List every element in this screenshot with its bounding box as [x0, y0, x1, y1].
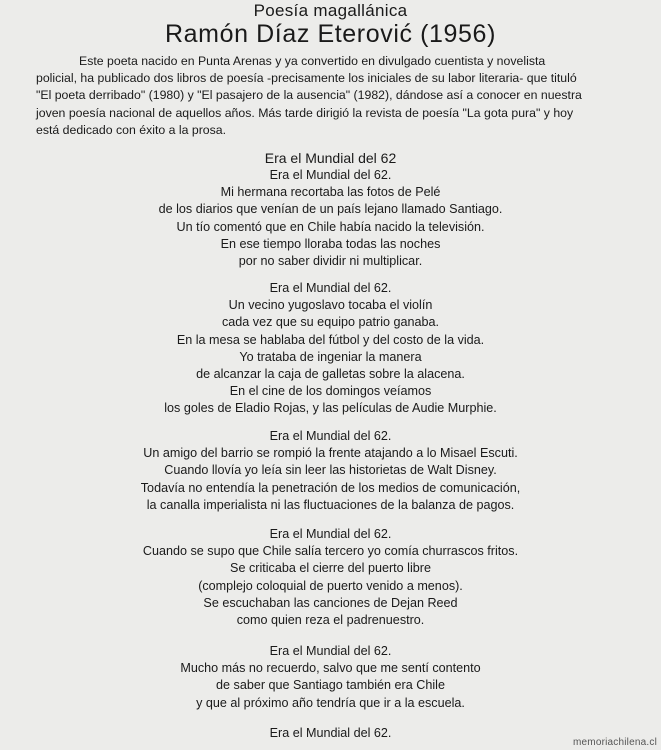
intro-line: Este poeta nacido en Punta Arenas y ya convertido en divulgado cuentista y novelista [79, 54, 546, 68]
poem-line: Todavía no entendía la penetración de los medios de comunicación, [140, 480, 521, 495]
intro-paragraph [36, 53, 634, 139]
poem-line: Un vecino yugoslavo tocaba el violín [228, 298, 433, 313]
poem-line: Yo trataba de ingeniar la manera [239, 349, 422, 364]
poem-stanza [0, 725, 661, 742]
poem-line: En ese tiempo lloraba todas las noches [220, 236, 441, 251]
stanza-heading: Era el Mundial del 62. [269, 281, 392, 295]
intro-line: joven poesía nacional de aquellos años. Más tarde dirigió la revista de poesía "La gota pura" y hoy [36, 105, 574, 120]
stanza-heading: Era el Mundial del 62. [269, 429, 392, 443]
poem-title: Era el Mundial del 62 [264, 150, 397, 166]
poem-stanza [0, 526, 661, 629]
poem-line: de saber que Santiago también era Chile [216, 678, 445, 693]
poem-stanza [0, 280, 661, 418]
poem-line: y que al próximo año tendría que ir a la escuela. [196, 695, 465, 710]
poem-line: Un amigo del barrio se rompió la frente atajando a lo Misael Escuti. [143, 446, 518, 461]
poem-line: de alcanzar la caja de galletas sobre la alacena. [196, 367, 465, 382]
intro-line: policial, ha publicado dos libros de poesía -precisamente los iniciales de su labor literaria- que tituló [36, 71, 577, 86]
stanza-heading: Era el Mundial del 62. [269, 644, 392, 658]
stanza-heading: Era el Mundial del 62. [269, 168, 392, 182]
poem-stanza [0, 428, 661, 514]
poem-line: En la mesa se hablaba del fútbol y del costo de la vida. [176, 332, 485, 347]
poem-line: como quien reza el padrenuestro. [236, 613, 425, 628]
poem-line: Mucho más no recuerdo, salvo que me sentí contento [180, 661, 481, 676]
poem-line: En el cine de los domingos veíamos [229, 384, 432, 399]
source-watermark: memoriachilena.cl [573, 737, 657, 748]
stanza-heading: Era el Mundial del 62. [269, 527, 392, 541]
poem-line: cada vez que su equipo patrio ganaba. [221, 315, 440, 330]
poem-line: Cuando se supo que Chile salía tercero yo comía churrascos fritos. [142, 544, 519, 559]
poem-line: por no saber dividir ni multiplicar. [238, 254, 423, 269]
poem-line: Se criticaba el cierre del puerto libre [230, 561, 431, 576]
poem-line: Se escuchaban las canciones de Dejan Reed [203, 595, 458, 610]
page-title: Ramón Díaz Eterović (1956) [164, 20, 496, 48]
poem-stanza [0, 150, 661, 270]
poem-stanza [0, 643, 661, 712]
poem-line: de los diarios que venían de un país lejano llamado Santiago. [158, 202, 503, 217]
section-kicker: Poesía magallánica [253, 1, 408, 20]
poem-line: (complejo coloquial de puerto venido a menos). [198, 578, 463, 593]
poem-line: los goles de Eladio Rojas, y las películas de Audie Murphie. [164, 401, 497, 416]
poem-line: Un tío comentó que en Chile había nacido la televisión. [176, 219, 485, 234]
stanza-heading: Era el Mundial del 62. [269, 726, 392, 740]
poem-line: la canalla imperialista ni las fluctuaciones de la balanza de pagos. [146, 497, 515, 512]
intro-line: está dedicado con éxito a la prosa. [36, 122, 227, 137]
intro-line: "El poeta derribado" (1980) y "El pasajero de la ausencia" (1982), dándose así a conocer en nuestra [36, 88, 582, 103]
poem-line: Mi hermana recortaba las fotos de Pelé [220, 185, 441, 200]
poem-line: Cuando llovía yo leía sin leer las historietas de Walt Disney. [164, 463, 497, 478]
